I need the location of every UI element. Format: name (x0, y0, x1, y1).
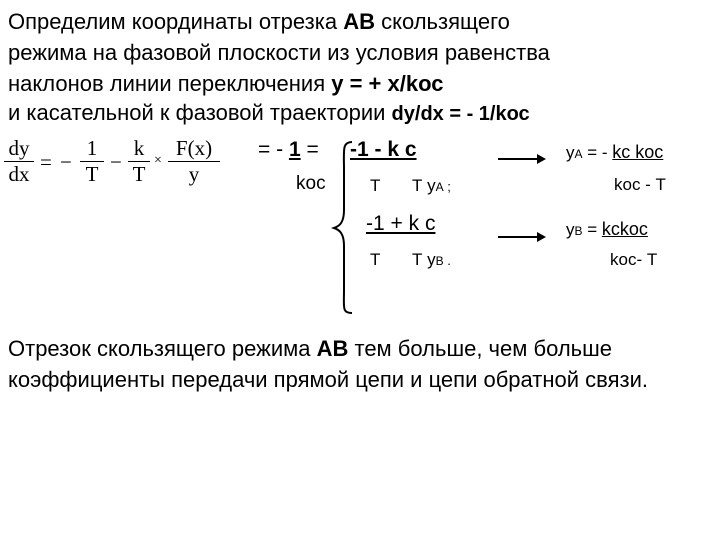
conclusion-paragraph: Отрезок скользящего режима АВ тем больше, чем больше коэффициенты передачи прямой цепи и цепи обратной связи. (8, 336, 648, 392)
formula-times: × (154, 153, 162, 168)
result-yA: уА = - kc kос (566, 142, 664, 162)
switching-line-equation: у = + х/kос (331, 71, 444, 96)
system-row4-TyB: Т уВ . (412, 250, 451, 269)
system-row1-rhs: -1 - k c (350, 138, 417, 161)
intro-line1-text: Определим координаты отрезка (8, 9, 344, 34)
phase-trajectory-formula (4, 136, 224, 198)
arrow-right-icon (498, 236, 544, 238)
intro-line1-end: скользящего (374, 9, 510, 34)
frac-k-T: $\frac{k}{T}$ (128, 136, 150, 187)
result-yA-denominator: kос - Т (614, 175, 666, 194)
frac-Fx-y: $\frac{F(x)}{y}$ (168, 136, 220, 187)
system-row1: = - 1 = (258, 138, 319, 161)
intro-paragraph (8, 6, 713, 99)
system-row3: -1 + k c (366, 212, 436, 235)
formula-equals: = (40, 150, 52, 174)
system-row4-T: T (370, 250, 381, 269)
intro-line2-text: режима на фазовой плоскости из условия равенства (8, 40, 550, 65)
frac-1-T: $\frac{1}{T}$ (80, 136, 104, 187)
result-yB-denominator: kос- Т (610, 250, 658, 269)
segment-ab-label-2: АВ (316, 336, 349, 361)
system-brace (330, 140, 356, 315)
segment-ab-label: АВ (343, 9, 375, 34)
formula-minus-2: − (110, 150, 122, 174)
intro-line4 (8, 100, 530, 126)
system-row2-kos: kос (296, 173, 326, 194)
frac-dy-dx: $\frac{dy}{dx}$ (4, 136, 34, 187)
result-yB: уВ = kckос (566, 219, 648, 239)
system-row2-TyA: Т уА ; (412, 176, 451, 195)
arrow-right-icon (498, 158, 544, 160)
intro-line4-text: и касательной к фазовой траектории (8, 100, 392, 125)
formula-minus: − (60, 150, 72, 174)
system-row2-T: T (370, 176, 381, 195)
tangent-equation: dy/dx = - 1/kос (391, 103, 530, 125)
intro-line3-text: наклонов линии переключения (8, 71, 332, 96)
